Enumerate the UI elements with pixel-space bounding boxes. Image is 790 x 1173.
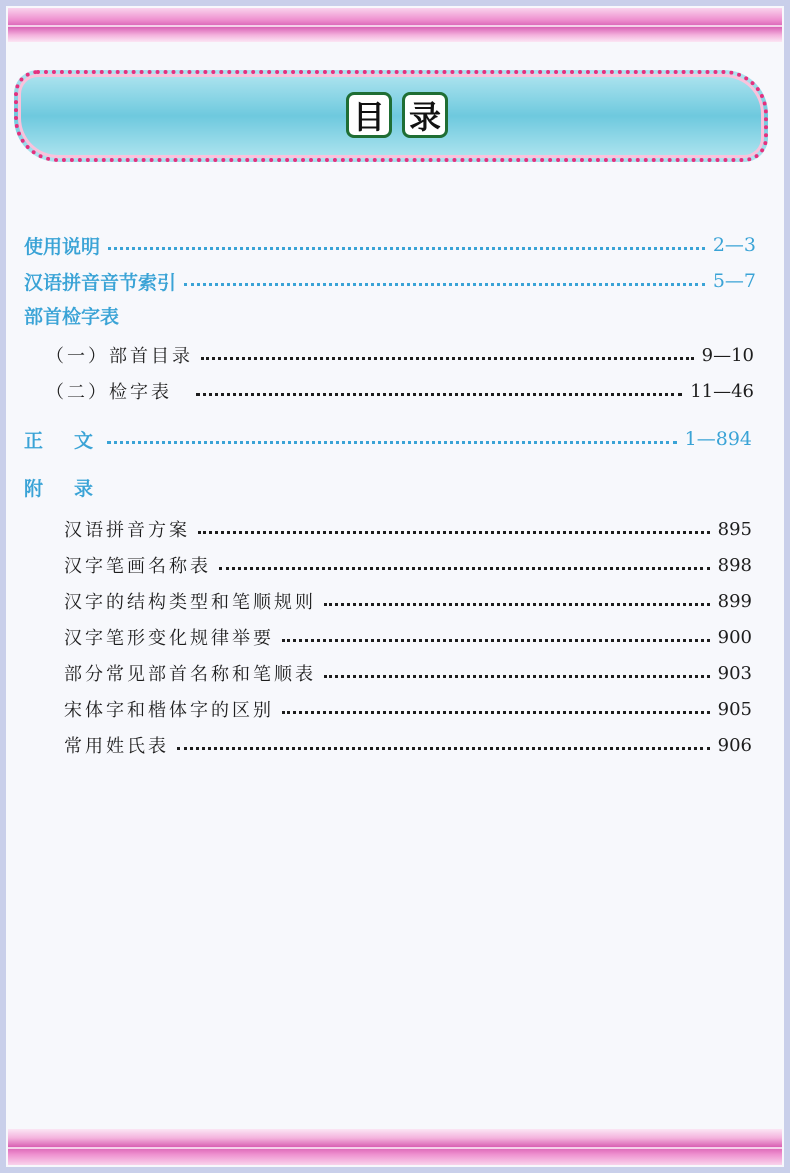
toc-page: 903: [717, 662, 752, 684]
toc-entry-appendix-6[interactable]: [64, 694, 752, 724]
toc-label: 汉字笔画名称表: [64, 556, 211, 577]
toc-page: 900: [717, 626, 752, 648]
toc-entry-appendix-3[interactable]: [64, 586, 752, 616]
toc-entry-appendix-4[interactable]: [64, 622, 752, 652]
toc-label: （一）部首目录: [46, 346, 193, 367]
toc-entry-usage[interactable]: [24, 230, 756, 260]
leader-dots: [201, 357, 694, 360]
toc-page: 2—3: [712, 234, 756, 256]
leader-dots: [198, 531, 710, 534]
toc-entry-appendix-2[interactable]: [64, 550, 752, 580]
leader-dots: [219, 567, 710, 570]
toc-page: 5—7: [712, 270, 756, 292]
toc-entry-appendix-7[interactable]: [64, 730, 752, 760]
leader-dots: [108, 247, 705, 250]
toc-page: 899: [717, 590, 752, 612]
toc-page: 895: [717, 518, 752, 540]
toc-page: 9—10: [701, 344, 754, 366]
leader-dots: [282, 639, 710, 642]
toc-entry-appendix-1[interactable]: [64, 514, 752, 544]
toc-page: 906: [717, 734, 752, 756]
leader-dots: [184, 283, 705, 286]
leader-dots: [107, 441, 677, 444]
toc-page: 905: [717, 698, 752, 720]
toc-label: 汉字的结构类型和笔顺规则: [64, 592, 316, 613]
toc-page: 898: [717, 554, 752, 576]
toc-heading-radical-index[interactable]: 部首检字表: [24, 306, 120, 328]
title-char-1: 目: [346, 92, 392, 138]
toc-label: 正 文: [24, 429, 100, 452]
title-char-2: 录: [402, 92, 448, 138]
toc-page: 11—46: [690, 380, 754, 402]
toc-label: 宋体字和楷体字的区别: [64, 700, 274, 721]
title-banner: [14, 70, 768, 162]
toc-label: 部分常见部首名称和笔顺表: [64, 664, 316, 685]
toc-label: 汉语拼音方案: [64, 520, 190, 541]
toc-label: 常用姓氏表: [64, 736, 169, 757]
toc-label: 汉字笔形变化规律举要: [64, 628, 274, 649]
bottom-ribbon-decoration: [8, 1129, 782, 1165]
toc-label: 汉语拼音音节索引: [24, 271, 177, 294]
leader-dots: [324, 603, 710, 606]
toc-entry-character-index[interactable]: [46, 376, 754, 406]
toc-entry-pinyin-index[interactable]: [24, 266, 756, 296]
toc-label: （二）检字表: [46, 382, 172, 403]
toc-label: 使用说明: [24, 235, 101, 258]
leader-dots: [324, 675, 710, 678]
top-ribbon-decoration: [8, 8, 782, 42]
leader-dots: [196, 393, 682, 396]
toc-entry-main-text[interactable]: [24, 424, 752, 454]
toc-entry-radical-list[interactable]: [46, 340, 754, 370]
toc-entry-appendix-5[interactable]: [64, 658, 752, 688]
toc-heading-appendix[interactable]: 附 录: [24, 478, 100, 500]
leader-dots: [177, 747, 710, 750]
leader-dots: [282, 711, 710, 714]
toc-page: 1—894: [684, 428, 752, 450]
